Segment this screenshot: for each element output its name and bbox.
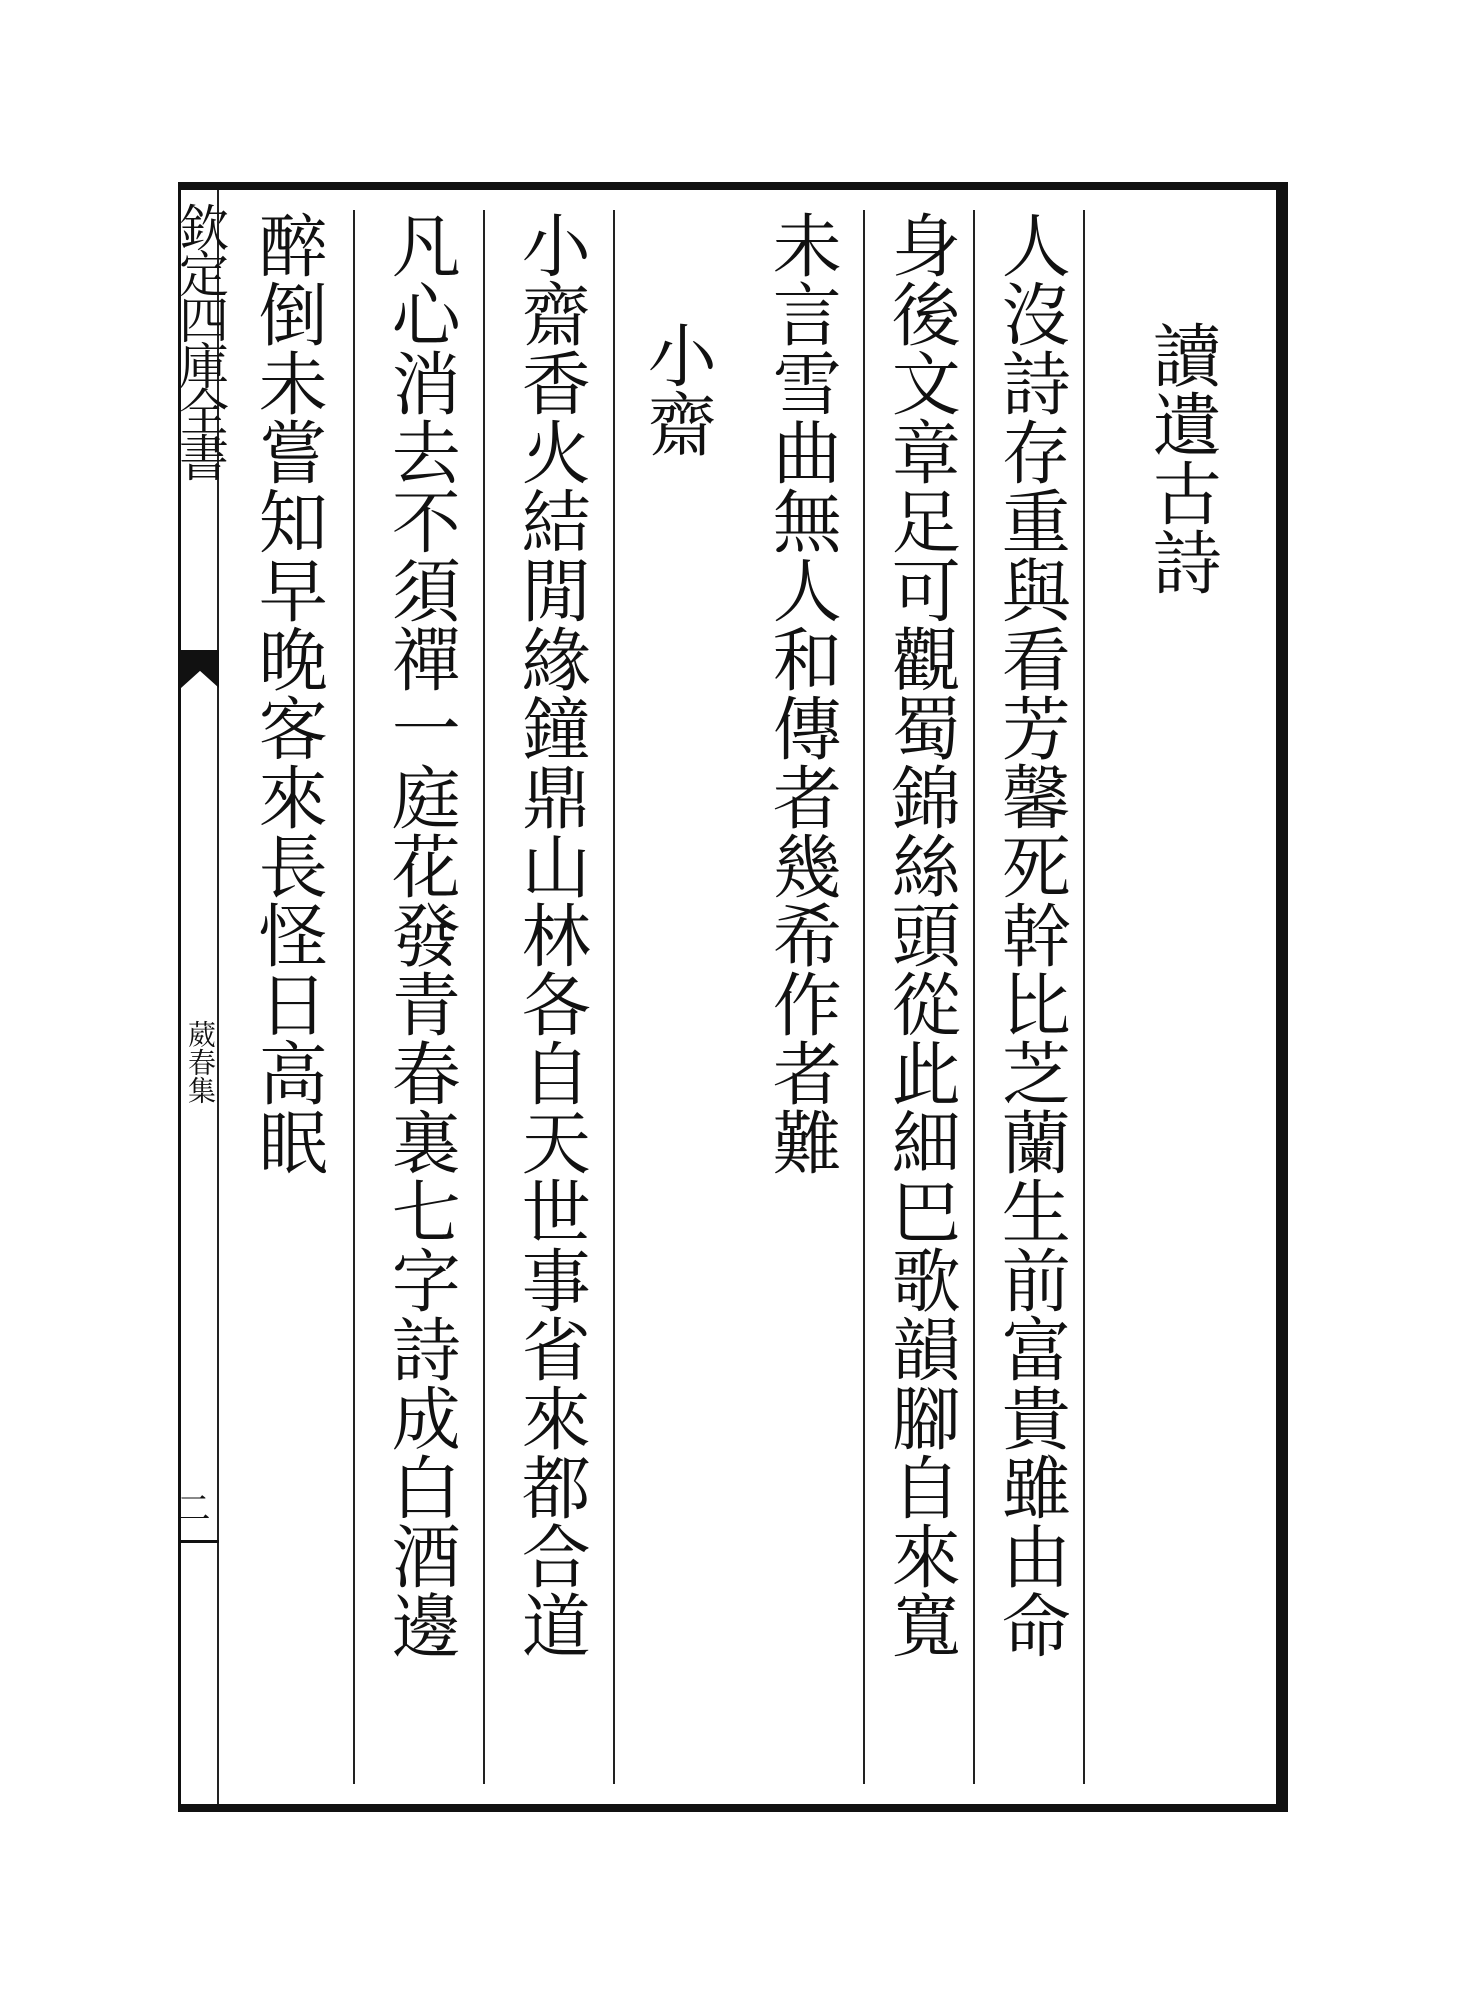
poem-line-3: 未言雪曲無人和傳者幾希作者難 (760, 210, 841, 1176)
poem-title-1: 讀遺古詩 (1140, 320, 1221, 596)
page-frame (170, 182, 1288, 1812)
margin-page-number: 二 (170, 1490, 210, 1524)
page-tick (181, 1540, 219, 1543)
margin-strip (170, 190, 229, 1804)
margin-book-title: 欽定四庫全書 (171, 202, 229, 478)
fish-tail-mark (181, 650, 219, 688)
margin-collection-title: 葳春集 (184, 1020, 217, 1104)
poem-title-2: 小齋 (635, 320, 716, 458)
poem-line-6: 醉倒未嘗知早晚客來長怪日高眠 (246, 210, 327, 1176)
poem-line-1: 人沒詩存重與看芳馨死幹比芝蘭生前富貴雖由命 (989, 210, 1070, 1659)
poem-line-2: 身後文章足可觀蜀錦絲頭從此細巴歌韻腳自來寬 (879, 210, 960, 1659)
poem-line-4: 小齋香火結閒緣鐘鼎山林各自天世事省來都合道 (509, 210, 590, 1659)
poem-line-5: 凡心消去不須禪一庭花發青春裏七字詩成白酒邊 (379, 210, 460, 1659)
